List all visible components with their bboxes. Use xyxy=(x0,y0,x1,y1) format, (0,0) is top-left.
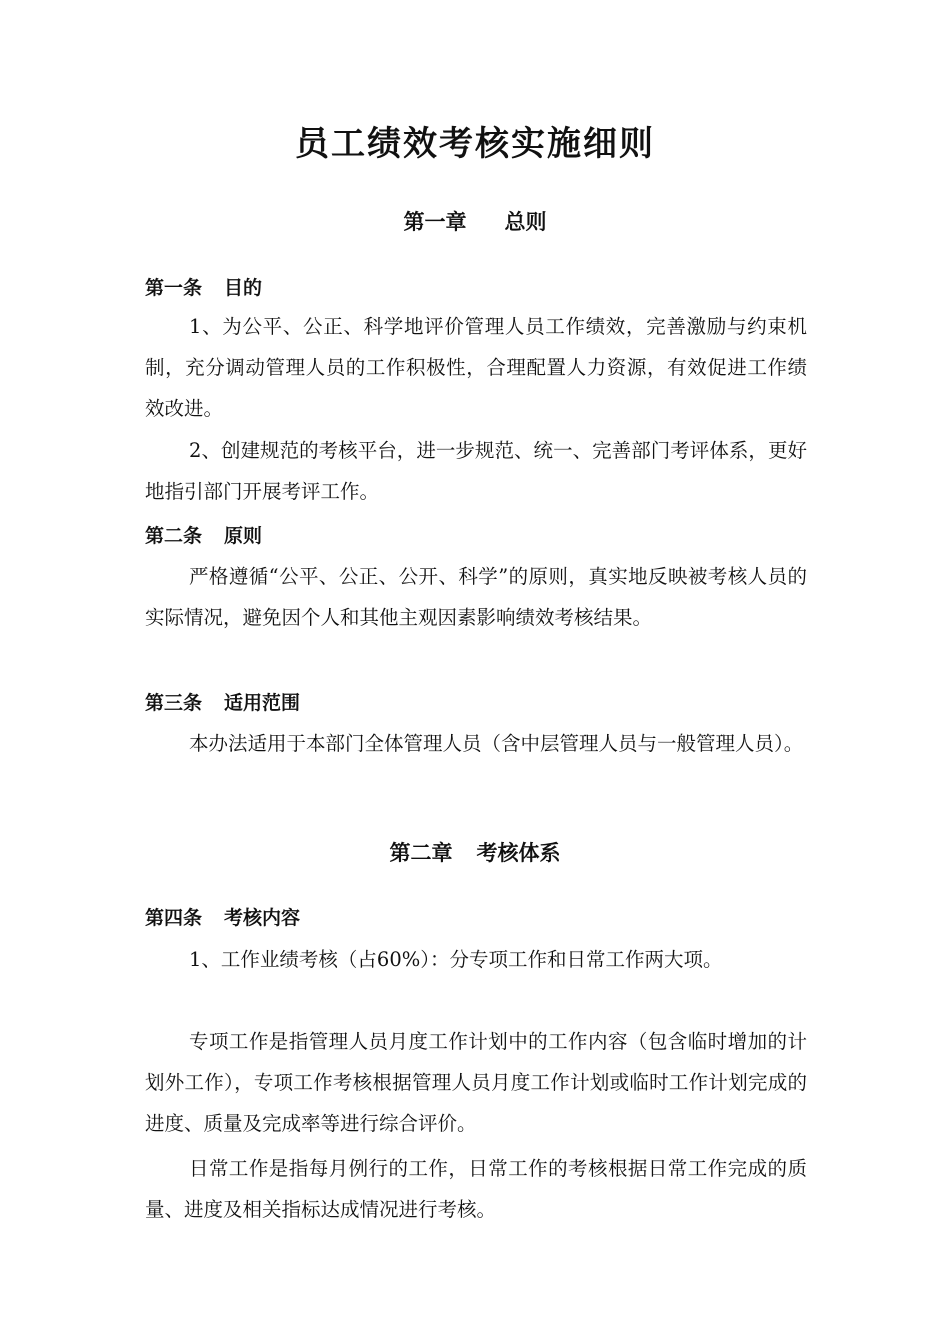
article-number: 第四条 xyxy=(145,907,203,929)
article-number: 第三条 xyxy=(145,692,203,714)
article-name: 目的 xyxy=(224,277,263,299)
article-number: 第二条 xyxy=(145,525,203,547)
paragraph-5: 1、工作业绩考核（占60%）：分专项工作和日常工作两大项。 xyxy=(189,948,723,971)
paragraph-2: 2、创建规范的考核平台，进一步规范、统一、完善部门考评体系，更好地指引部门开展考评工作。 xyxy=(145,439,807,503)
paragraph-3: 严格遵循“公平、公正、公开、科学”的原则，真实地反映被考核人员的实际情况，避免因个人和其他主观因素影响绩效考核结果。 xyxy=(145,565,807,629)
paragraph-6: 专项工作是指管理人员月度工作计划中的工作内容（包含临时增加的计划外工作），专项工作考核根据管理人员月度工作计划或临时工作计划完成的进度、质量及完成率等进行综合评价。 xyxy=(145,1030,807,1135)
article-heading-2 xyxy=(145,521,262,551)
article-name: 原则 xyxy=(224,525,263,547)
article-name: 适用范围 xyxy=(224,692,301,714)
chapter-name: 总则 xyxy=(504,209,547,234)
article-name: 考核内容 xyxy=(224,907,301,929)
chapter-heading-2 xyxy=(0,835,950,871)
article-heading-4 xyxy=(145,903,300,933)
article-number: 第一条 xyxy=(145,277,203,299)
article-heading-3 xyxy=(145,688,300,718)
chapter-number: 第一章 xyxy=(403,209,467,234)
paragraph-4: 本办法适用于本部门全体管理人员（含中层管理人员与一般管理人员）。 xyxy=(189,732,804,755)
chapter-number: 第二章 xyxy=(389,840,453,865)
chapter-name: 考核体系 xyxy=(476,840,561,865)
chapter-heading-1 xyxy=(0,204,950,240)
paragraph-7: 日常工作是指每月例行的工作，日常工作的考核根据日常工作完成的质量、进度及相关指标达成情况进行考核。 xyxy=(145,1157,807,1221)
paragraph-1: 1、为公平、公正、科学地评价管理人员工作绩效，完善激励与约束机制，充分调动管理人员的工作积极性，合理配置人力资源，有效促进工作绩效改进。 xyxy=(145,315,807,420)
article-heading-1 xyxy=(145,273,262,303)
document-title: 员工绩效考核实施细则 xyxy=(295,124,655,164)
